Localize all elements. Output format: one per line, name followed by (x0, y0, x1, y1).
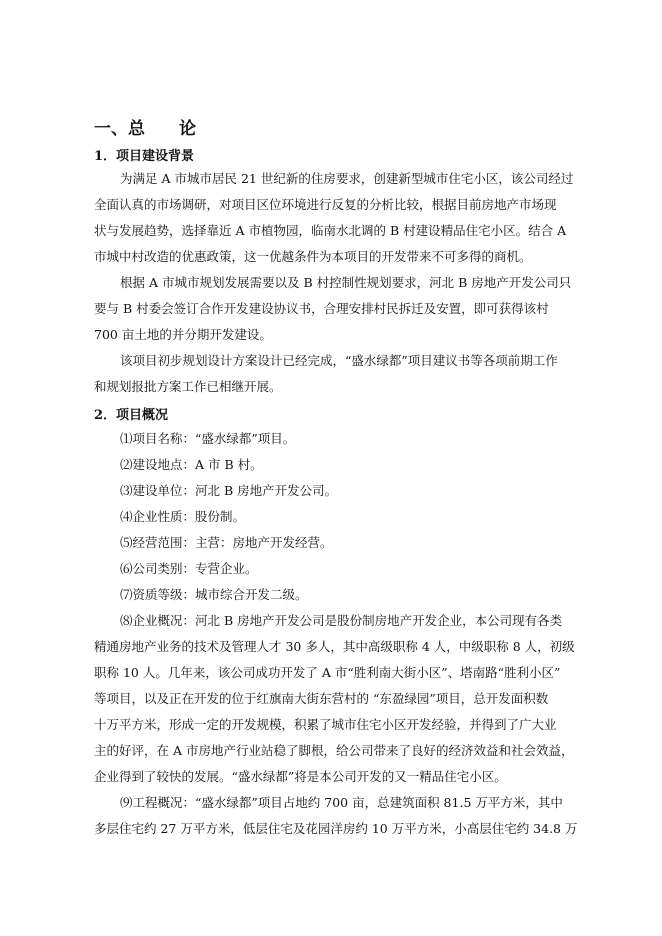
paragraph-line: 700 亩土地的并分期开发建设。 (94, 327, 272, 342)
list-item: ⑻企业概况：河北 B 房地产开发公司是股份制房地产开发企业，本公司现有各类 (120, 613, 563, 628)
chapter-title: 一、总 论 (94, 119, 196, 139)
paragraph-line: 企业得到了较快的发展。“盛水绿都”将是本公司开发的又一精品住宅小区。 (94, 769, 507, 784)
paragraph-line: 状与发展趋势，选择靠近 A 市植物园，临南水北调的 B 村建设精品住宅小区。结合 A (94, 223, 567, 238)
section-heading-overview: 2．项目概况 (94, 408, 169, 423)
paragraph-line: 和规划报批方案工作已相继开展。 (94, 379, 282, 394)
list-item: ⑸经营范围：主营：房地产开发经营。 (120, 535, 333, 550)
paragraph-line: 全面认真的市场调研，对项目区位环境进行反复的分析比较，根据目前房地产市场现 (94, 197, 557, 212)
list-item: ⑶建设单位：河北 B 房地产开发公司。 (120, 483, 338, 498)
list-item: ⑺资质等级：城市综合开发二级。 (120, 587, 308, 602)
paragraph-line: 等项目，以及正在开发的位于红旗南大街东营村的 “东盈绿园”项目，总开发面积数 (94, 691, 549, 706)
paragraph-line: 十万平方米，形成一定的开发规模，积累了城市住宅小区开发经验，并得到了广大业 (94, 717, 557, 732)
paragraph-line: 该项目初步规划设计方案设计已经完成，“盛水绿都”项目建议书等各项前期工作 (120, 353, 558, 368)
list-item: ⑷企业性质：股份制。 (120, 509, 246, 524)
paragraph-line: 要与 B 村委会签订合作开发建设协议书，合理安排村民拆迁及安置，即可获得该村 (94, 301, 549, 316)
section-heading-background: 1．项目建设背景 (94, 149, 195, 164)
list-item: ⑹公司类别：专营企业。 (120, 561, 258, 576)
paragraph-line: 市城中村改造的优惠政策，这一优越条件为本项目的开发带来不可多得的商机。 (94, 249, 532, 264)
list-item: ⑵建设地点：A 市 B 村。 (120, 457, 263, 472)
paragraph-line: 为满足 A 市城市居民 21 世纪新的住房要求，创建新型城市住宅小区，该公司经过 (120, 171, 574, 186)
paragraph-line: 根据 A 市城市规划发展需要以及 B 村控制性规划要求，河北 B 房地产开发公司只 (120, 275, 572, 290)
paragraph-line: 多层住宅约 27 万平方米，低层住宅及花园洋房约 10 万平方米，小高层住宅约 34.8 万 (94, 821, 578, 836)
list-item: ⑴项目名称：“盛水绿都”项目。 (120, 431, 296, 446)
paragraph-line: 精通房地产业务的技术及管理人才 30 多人，其中高级职称 4 人，中级职称 8 人，初级 (94, 639, 575, 654)
paragraph-line: 职称 10 人。几年来，该公司成功开发了 A 市“胜利南大街小区”、塔南路“胜利小区” (94, 665, 561, 680)
list-item: ⑼工程概况：“盛水绿都”项目占地约 700 亩，总建筑面积 81.5 万平方米，其中 (120, 795, 563, 810)
paragraph-line: 主的好评，在 A 市房地产行业站稳了脚根，给公司带来了良好的经济效益和社会效益， (94, 743, 574, 758)
